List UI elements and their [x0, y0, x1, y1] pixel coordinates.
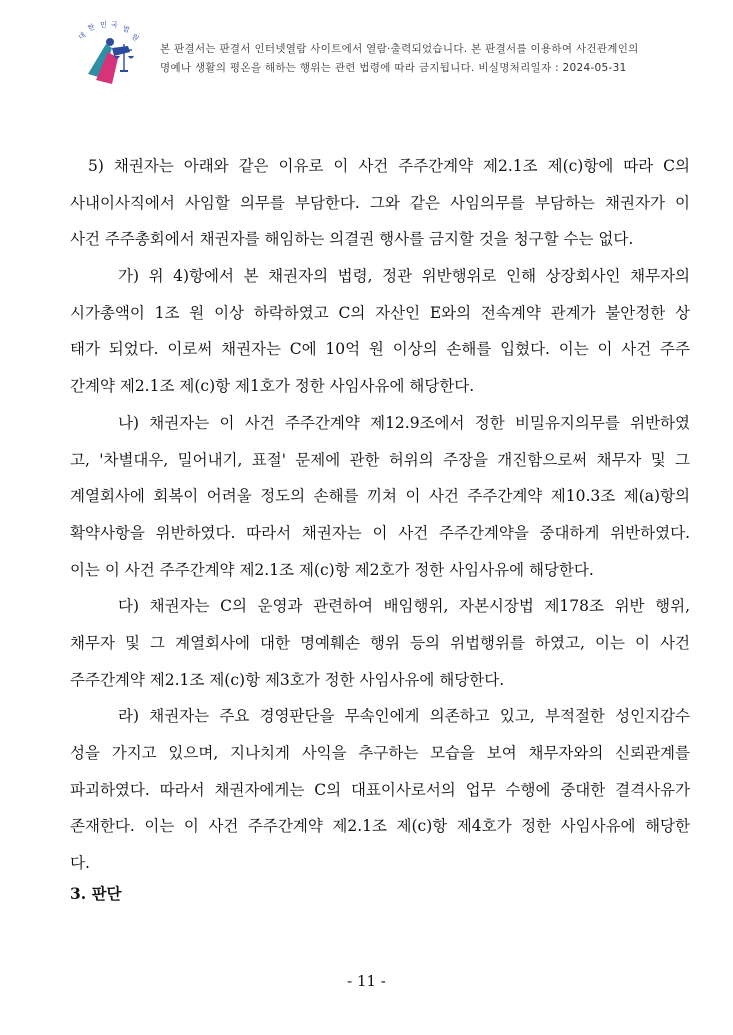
paragraph-line: 채무자 및 그 계열회사에 대한 명예훼손 행위 등의 위법행위를 하였고, 이는 이 사건: [70, 633, 690, 652]
paragraph-line: 확약사항을 위반하였다. 따라서 채권자는 이 사건 주주간계약을 중대하게 위반하였다.: [70, 523, 690, 542]
paragraph-line: 고, '차별대우, 밀어내기, 표절' 문제에 관한 허위의 주장을 개진함으로써 채무자 및 그: [70, 450, 690, 469]
usage-notice-line-1: 본 판결서는 판결서 인터넷열람 사이트에서 열람·출력되었습니다. 본 판결서를 이용하여 사건관계인의: [160, 43, 639, 55]
judgment-body: [70, 148, 690, 882]
paragraph-line: 성을 가지고 있으며, 지나치게 사익을 추구하는 모습을 보여 채무자와의 신뢰관계를: [70, 744, 690, 762]
paragraph-line: 계열회사에 회복이 어려울 정도의 손해를 끼쳐 이 사건 주주간계약 제10.3조 제(a)항의: [70, 487, 690, 506]
page-number: - 11 -: [347, 972, 386, 990]
paragraph-line: 다.: [70, 854, 90, 873]
paragraph-line: 가) 위 4)항에서 본 채권자의 법령, 정관 위반행위로 인해 상장회사인 채무자의: [118, 267, 690, 286]
paragraph-line: 이는 이 사건 주주간계약 제2.1조 제(c)항 제2호가 정한 사임사유에 해당한다.: [70, 560, 594, 579]
paragraph-line: 존재한다. 이는 이 사건 주주간계약 제2.1조 제(c)항 제4호가 정한 사임사유에 해당한: [70, 817, 690, 836]
svg-text:대: 대: [77, 31, 88, 42]
paragraph-line: 시가총액이 1조 원 이상 하락하였고 C의 자산인 E와의 전속계약 관계가 불안정한 상: [70, 303, 690, 322]
paragraph-line: 나) 채권자는 이 사건 주주간계약 제12.9조에서 정한 비밀유지의무를 위반하였: [118, 413, 690, 432]
svg-text:법: 법: [121, 24, 131, 35]
usage-notice: [160, 40, 639, 78]
paragraph-line: 사내이사직에서 사임할 의무를 부담한다. 그와 같은 사임의무를 부담하는 채권자가 이: [70, 193, 690, 212]
page-header: [0, 0, 733, 80]
paragraph-line: 주주간계약 제2.1조 제(c)항 제3호가 정한 사임사유에 해당한다.: [70, 670, 505, 689]
paragraph-line: 태가 되었다. 이로써 채권자는 C에 10억 원 이상의 손해를 입혔다. 이는 이 사건 주주: [70, 340, 690, 359]
svg-text:국: 국: [111, 21, 118, 29]
court-logo-icon: [72, 18, 148, 86]
svg-text:한: 한: [86, 22, 97, 33]
section-heading: 3. 판단: [70, 884, 122, 903]
paragraph-line: 다) 채권자는 C의 운영과 관련하여 배임행위, 자본시장법 제178조 위반 행위,: [118, 597, 690, 616]
paragraph-line: 5) 채권자는 아래와 같은 이유로 이 사건 주주간계약 제2.1조 제(c)항에 따라 C의: [88, 157, 690, 175]
paragraph-line: 라) 채권자는 주요 경영판단을 무속인에게 의존하고 있고, 부적절한 성인지감수: [118, 707, 690, 726]
usage-notice-line-2: 명예나 생활의 평온을 해하는 행위는 관련 법령에 따라 금지됩니다. 비실명처리일자 : 2024-05-31: [160, 62, 627, 74]
paragraph-line: 파괴하였다. 따라서 채권자에게는 C의 대표이사로서의 업무 수행에 중대한 결격사유가: [70, 780, 690, 799]
svg-text:원: 원: [129, 32, 141, 43]
paragraph-line: 간계약 제2.1조 제(c)항 제1호가 정한 사임사유에 해당한다.: [70, 377, 475, 396]
paragraph-line: 사건 주주총회에서 채권자를 해임하는 의결권 행사를 금지할 것을 청구할 수는 없다.: [70, 230, 634, 249]
svg-text:민: 민: [100, 21, 107, 29]
